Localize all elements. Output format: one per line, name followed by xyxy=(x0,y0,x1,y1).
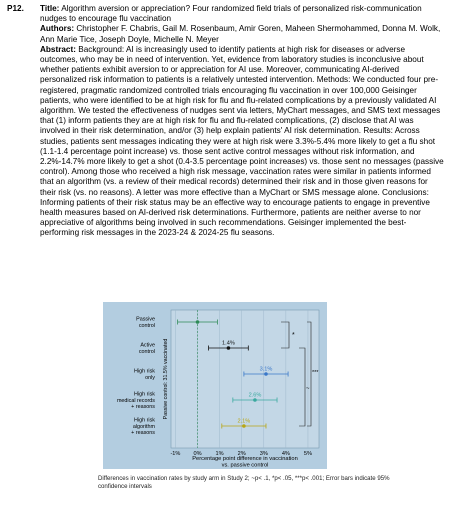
title-label: Title: xyxy=(40,4,60,13)
category-label: + reasons xyxy=(131,404,155,411)
chart xyxy=(103,302,327,469)
data-label: 3.1% xyxy=(259,366,273,373)
x-tick-label: 4% xyxy=(281,451,290,457)
abstract-block xyxy=(40,4,444,239)
category-label: Active xyxy=(140,342,155,349)
category-label: High risk xyxy=(134,417,155,424)
data-point xyxy=(264,372,268,376)
data-point xyxy=(227,346,231,350)
category-label: + reasons xyxy=(131,430,155,437)
x-tick-label: 5% xyxy=(303,451,313,457)
category-label: medical records xyxy=(116,397,155,404)
x-tick-label: 0% xyxy=(193,451,202,457)
author-list: Christopher F. Chabris, Gail M. Rosenbaum, Amir Goren, Maheen Shermohammed, Donna M. Wolk, Ann Marie Tice, Joseph Doyle, Michelle N. Meyer xyxy=(40,24,441,44)
data-label: 2.1% xyxy=(237,418,251,425)
x-tick-label: -1% xyxy=(170,451,181,457)
significance-marker: * xyxy=(292,332,295,339)
x-axis-label: Percentage point difference in vaccination xyxy=(192,456,298,462)
data-point xyxy=(253,398,257,402)
y-axis-label: Passive control: 31.5% vaccinated xyxy=(163,338,169,420)
data-label: 2.6% xyxy=(248,392,262,399)
x-axis-label-line2: vs. passive control xyxy=(221,462,269,469)
category-label: only xyxy=(145,375,155,381)
abstract-text: Background: AI is increasingly used to identify patients at high risk for diseases or adverse outcomes, who may be in need of intervention. Yet, evidence from laboratory studies is inconclusive about whether patients exhibit aversion to or appreciation for AI use. Moreover, communicating AI-derived personalized risk information to patients is a relatively untested intervention. Methods: We conducted four pre-registered, pragmatic randomized controlled trials encouraging flu vaccination in over 100,000 Geisinger patients, who were identified to be at high risk for flu and flu-related complications by a previously validated AI algorithm. We tested the effectiveness of nudges sent via letters, MyChart messages, and SMS text messages that (1) inform patients they are at high risk for flu and flu-related complications, (2) disclose that AI was involved in their risk determination, and/or (3) help explain patients' AI risk determination. Results: Across studies, patients sent messages indicating they were at high risk were 3.3%-5.4% more likely to get a flu shot (1.1-1.4 percentage point increase) vs. those sent active control messages without risk information, and 2.2%-14.7% more likely to get a shot (0.4-3.5 percentage point increases) vs. those sent no messages (passive control). Among those who received a high risk message, vaccination rates were similar in patients informed that an algorithm (vs. a review of their medical records) determined their risk and in those given reasons for their risk (vs. no reasons). A letter was more effective than a MyChart or SMS message alone. Conclusions: Informing patients of their risk status may be an effective way to encourage patients to engage in preventive health measures based on AI-derived risk determinations. Furthermore, patients are neither averse to nor appreciative of algorithms being involved in such recommendations. Geisinger implemented the best-performing risk messages in the 2023-24 & 2024-25 flu seasons. xyxy=(40,44,444,238)
significance-marker: ~ xyxy=(306,386,310,392)
figure xyxy=(103,302,327,469)
figure-caption: Differences in vaccination rates by study arm in Study 2; ~p< .1, *p< .05, ***p< .001; Error bars indicate 95% confidence intervals xyxy=(98,475,390,490)
category-label: control xyxy=(138,323,155,329)
data-label: 1.4% xyxy=(222,340,235,347)
authors-label: Authors: xyxy=(40,24,75,34)
paper-title: Algorithm aversion or appreciation? Four randomized field trials of personalized risk-communication nudges to encourage flu vaccination xyxy=(40,4,422,24)
category-label: Passive xyxy=(136,316,155,323)
abstract-label: Abstract: xyxy=(40,44,76,54)
paper-id: P12. xyxy=(7,4,24,13)
significance-marker: *** xyxy=(312,370,319,376)
data-point xyxy=(196,320,200,324)
category-label: control xyxy=(138,349,155,355)
category-label: algorithm xyxy=(132,423,155,430)
x-tick-label: 1% xyxy=(215,451,224,457)
category-label: High risk xyxy=(134,368,155,375)
x-tick-label: 2% xyxy=(237,451,246,457)
x-tick-label: 3% xyxy=(259,451,268,457)
data-point xyxy=(242,424,246,428)
category-label: High risk xyxy=(134,391,155,398)
